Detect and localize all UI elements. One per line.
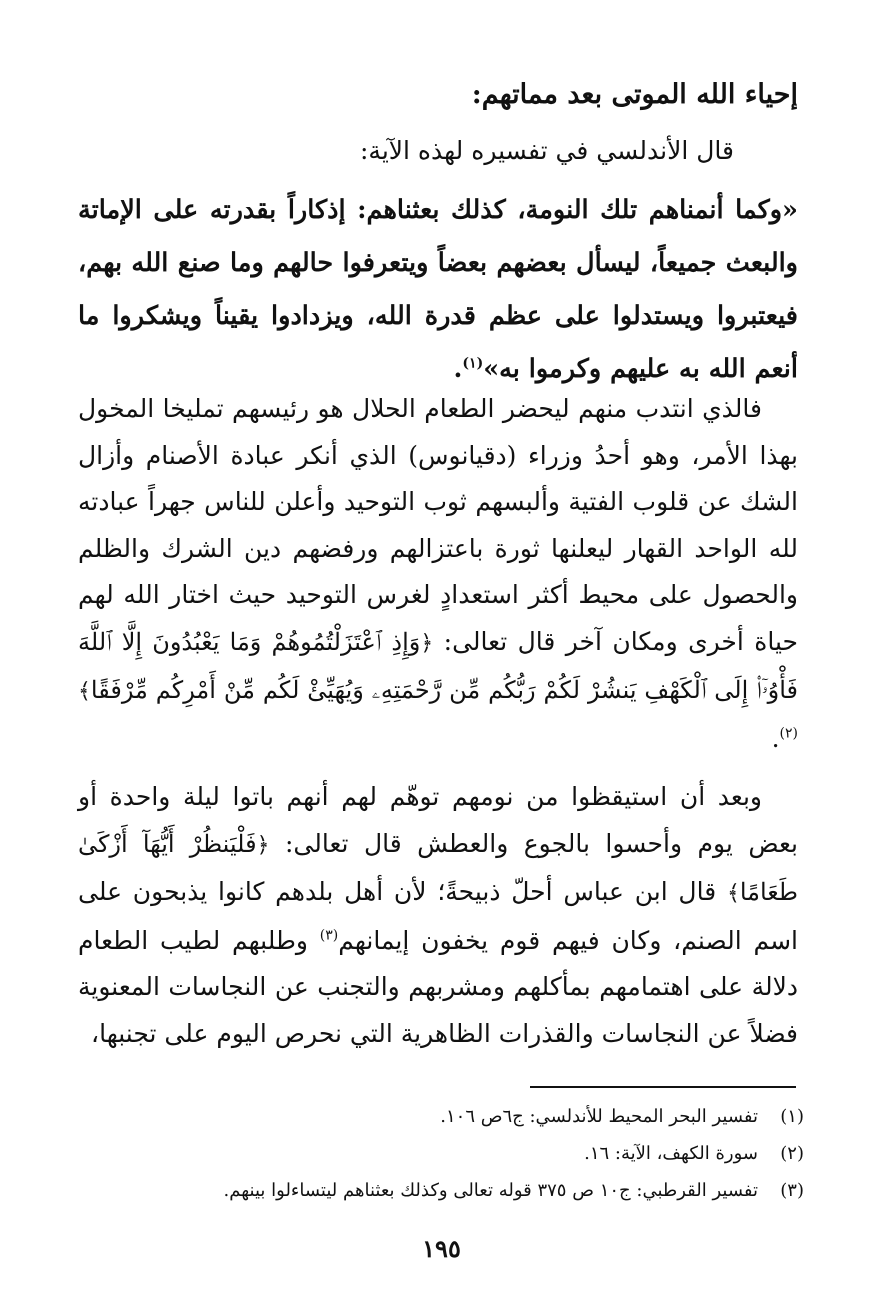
page-number: ١٩٥ xyxy=(422,1234,461,1263)
quote-end: . xyxy=(453,354,463,384)
paragraph-2-text-after: وطلبهم لطيب الطعام دلالة على اهتمامهم بمأكلهم ومشربهم والتجنب عن النجاسات المعنوية فضلاً عن النجاسات والقذرات الظاهرية التي نحرص اليوم على تجنبها، xyxy=(78,925,798,1048)
footnote-2-number: (٢) xyxy=(780,1143,804,1164)
quran-bracket-open: ﴿ xyxy=(420,630,434,656)
quote-text: «وكما أنمناهم تلك النومة، كذلك بعثناهم: إذكاراً بقدرته على الإماتة والبعث جميعاً، ليسأل بعضهم بعضاً ويتعرفوا حالهم وما صنع الله بهم، فيعتبروا ويستدلوا على عظم قدرة الله، ويزدادوا يقيناً ويشكروا ما أنعم الله به عليهم وكرموا به» xyxy=(78,195,798,384)
quran-verse-1: وَإِذِ ٱعْتَزَلْتُمُوهُمْ وَمَا يَعْبُدُونَ إِلَّا ٱللَّهَ فَأْوُۥٓا۟ إِلَى ٱلْكَهْفِ يَنشُرْ لَكُمْ رَبُّكُم مِّن رَّحْمَتِهِۦ وَيُهَيِّئْ لَكُم مِّنْ أَمْرِكُم مِّرْفَقًا xyxy=(78,627,798,704)
footnote-divider xyxy=(530,1086,796,1088)
intro-line: قال الأندلسي في تفسيره لهذه الآية: xyxy=(360,136,734,165)
footnote-ref-1: (١) xyxy=(462,355,484,372)
footnote-1-number: (١) xyxy=(780,1106,804,1127)
quran-bracket-close: ﴾ xyxy=(78,679,91,704)
quoted-tafsir xyxy=(78,184,798,396)
footnote-1 xyxy=(78,1098,804,1135)
footnote-ref-2: (٢) xyxy=(779,725,798,742)
footnotes xyxy=(78,1098,804,1209)
footnote-ref-3: (٣) xyxy=(319,927,339,944)
quran-verse-2: فَلْيَنظُرْ أَيُّهَآ أَزْكَىٰ طَعَامًا xyxy=(78,829,798,906)
footnote-2 xyxy=(78,1135,804,1172)
quran-bracket-close: ﴾ xyxy=(726,881,740,906)
paragraph-2-text-before: وبعد أن استيقظوا من نومهم توهّم لهم أنهم باتوا ليلة واحدة أو بعض يوم وأحسوا بالجوع والعطش قال تعالى: xyxy=(78,782,798,858)
footnote-3-text: تفسير القرطبي: ج١٠ ص ٣٧٥ قوله تعالى وكذلك بعثناهم ليتساءلوا بينهم. xyxy=(223,1180,758,1201)
footnote-3-number: (٣) xyxy=(780,1180,804,1201)
paragraph-2-text-middle: قال ابن عباس أحلّ ذبيحةً؛ لأن أهل بلدهم كانوا يذبحون على اسم الصنم، وكان فيهم قوم يخفون إيمانهم xyxy=(78,877,798,955)
footnote-3 xyxy=(78,1172,804,1209)
paragraph-2 xyxy=(78,774,798,1057)
quran-bracket-open: ﴿ xyxy=(256,832,270,858)
paragraph-1 xyxy=(78,386,798,762)
paragraph-1-end: . xyxy=(771,723,780,753)
paragraph-1-text: فالذي انتدب منهم ليحضر الطعام الحلال هو رئيسهم تمليخا المخول بهذا الأمر، وهو أحدُ وزراء (دقيانوس) الذي أنكر عبادة الأصنام وأزال الشك عن قلوب الفتية وألبسهم ثوب التوحيد وأعلن للناس جهراً عبادته لله الواحد القهار ليعلنها ثورة باعتزالهم ورفضهم دين الشرك والظلم والحصول على محيط أكثر استعدادٍ لغرس التوحيد حيث اختار الله لهم حياة أخرى ومكان آخر قال تعالى: xyxy=(78,394,798,656)
section-heading: إحياء الله الموتى بعد مماتهم: xyxy=(471,79,798,110)
footnote-1-text: تفسير البحر المحيط للأندلسي: ج٦ص ١٠٦. xyxy=(440,1106,758,1127)
footnote-2-text: سورة الكهف، الآية: ١٦. xyxy=(584,1143,758,1164)
